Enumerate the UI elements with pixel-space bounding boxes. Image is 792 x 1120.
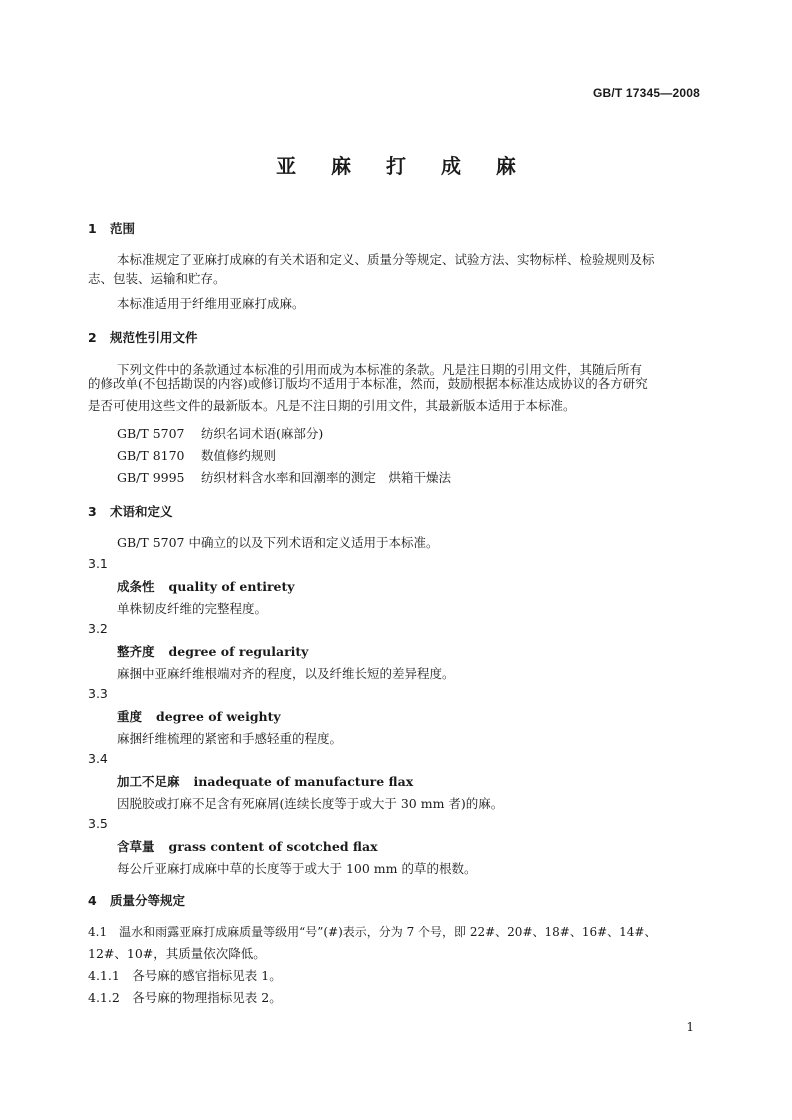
clause-number: 3.2 bbox=[88, 621, 108, 636]
section-title: 质量分等规定 bbox=[110, 893, 186, 908]
section-1-heading bbox=[88, 219, 135, 237]
reference-code: GB/T 5707 bbox=[117, 426, 185, 441]
term-chinese: 含草量 bbox=[117, 839, 155, 854]
paragraph-line: 本标准规定了亚麻打成麻的有关术语和定义、质量分等规定、试验方法、实物标样、检验规则及标 bbox=[117, 252, 655, 267]
clause-4-1-line: 12#、10#，其质量依次降低。 bbox=[88, 946, 266, 961]
section-4-heading bbox=[88, 891, 185, 909]
term-english: degree of weighty bbox=[156, 709, 281, 724]
reference-item bbox=[117, 446, 276, 464]
reference-code: GB/T 9995 bbox=[117, 470, 185, 485]
reference-title: 纺织名词术语(麻部分) bbox=[201, 426, 324, 441]
term-definition: 麻捆中亚麻纤维根端对齐的程度，以及纤维长短的差异程度。 bbox=[117, 666, 455, 681]
term-entry bbox=[117, 772, 413, 790]
section-title: 规范性引用文件 bbox=[110, 330, 198, 345]
clause-number: 3.3 bbox=[88, 686, 108, 701]
term-chinese: 加工不足麻 bbox=[117, 774, 180, 789]
clause-4-1-line: 4.1 温水和雨露亚麻打成麻质量等级用“号”(#)表示，分为 7 个号，即 22#、20#、18#、16#、14#、 bbox=[88, 925, 657, 939]
paragraph-line: 志、包装、运输和贮存。 bbox=[88, 271, 226, 286]
standard-number: GB/T 17345—2008 bbox=[592, 86, 700, 100]
clause-number: 3.5 bbox=[88, 816, 108, 831]
section-number: 3 bbox=[88, 504, 97, 519]
term-chinese: 重度 bbox=[117, 709, 143, 724]
reference-title: 数值修约规则 bbox=[201, 448, 277, 463]
term-chinese: 整齐度 bbox=[117, 644, 155, 659]
term-english: degree of regularity bbox=[168, 644, 309, 659]
reference-title: 纺织材料含水率和回潮率的测定 烘箱干燥法 bbox=[201, 470, 452, 485]
term-english: quality of entirety bbox=[168, 579, 295, 594]
term-english: inadequate of manufacture flax bbox=[193, 774, 414, 789]
section-title: 范围 bbox=[110, 221, 136, 236]
paragraph-line: 本标准适用于纤维用亚麻打成麻。 bbox=[117, 296, 305, 311]
paragraph-line: 下列文件中的条款通过本标准的引用而成为本标准的条款。凡是注日期的引用文件，其随后所有 bbox=[117, 362, 643, 377]
section-number: 4 bbox=[88, 893, 97, 908]
section-2-heading bbox=[88, 328, 198, 346]
paragraph-line: 是否可使用这些文件的最新版本。凡是不注日期的引用文件，其最新版本适用于本标准。 bbox=[88, 398, 576, 413]
term-definition: 麻捆纤维梳理的紧密和手感轻重的程度。 bbox=[117, 731, 343, 746]
clause-number: 3.4 bbox=[88, 751, 108, 766]
term-definition: 单株韧皮纤维的完整程度。 bbox=[117, 601, 268, 616]
paragraph-line: GB/T 5707 中确立的以及下列术语和定义适用于本标准。 bbox=[117, 535, 439, 550]
paragraph-line: 的修改单(不包括勘误的内容)或修订版均不适用于本标准，然而，鼓励根据本标准达成协议的各方研究 bbox=[88, 376, 648, 391]
term-chinese: 成条性 bbox=[117, 579, 155, 594]
term-definition: 每公斤亚麻打成麻中草的长度等于或大于 100 mm 的草的根数。 bbox=[117, 861, 477, 876]
clause-4-1-1: 4.1.1 各号麻的感官指标见表 1。 bbox=[88, 968, 282, 983]
section-number: 2 bbox=[88, 330, 97, 345]
term-entry bbox=[117, 707, 281, 725]
term-entry bbox=[117, 642, 308, 660]
section-number: 1 bbox=[88, 221, 97, 236]
reference-item bbox=[117, 424, 323, 442]
term-definition: 因脱胶或打麻不足含有死麻屑(连续长度等于或大于 30 mm 者)的麻。 bbox=[117, 796, 504, 811]
term-entry bbox=[117, 837, 378, 855]
clause-number: 3.1 bbox=[88, 556, 108, 571]
section-3-heading bbox=[88, 502, 173, 520]
reference-code: GB/T 8170 bbox=[117, 448, 185, 463]
section-title: 术语和定义 bbox=[110, 504, 173, 519]
reference-item bbox=[117, 468, 451, 486]
clause-4-1-2: 4.1.2 各号麻的物理指标见表 2。 bbox=[88, 990, 282, 1005]
page-number: 1 bbox=[686, 1020, 694, 1034]
term-english: grass content of scotched flax bbox=[168, 839, 378, 854]
term-entry bbox=[117, 577, 295, 595]
document-title: 亚 麻 打 成 麻 bbox=[276, 154, 530, 178]
